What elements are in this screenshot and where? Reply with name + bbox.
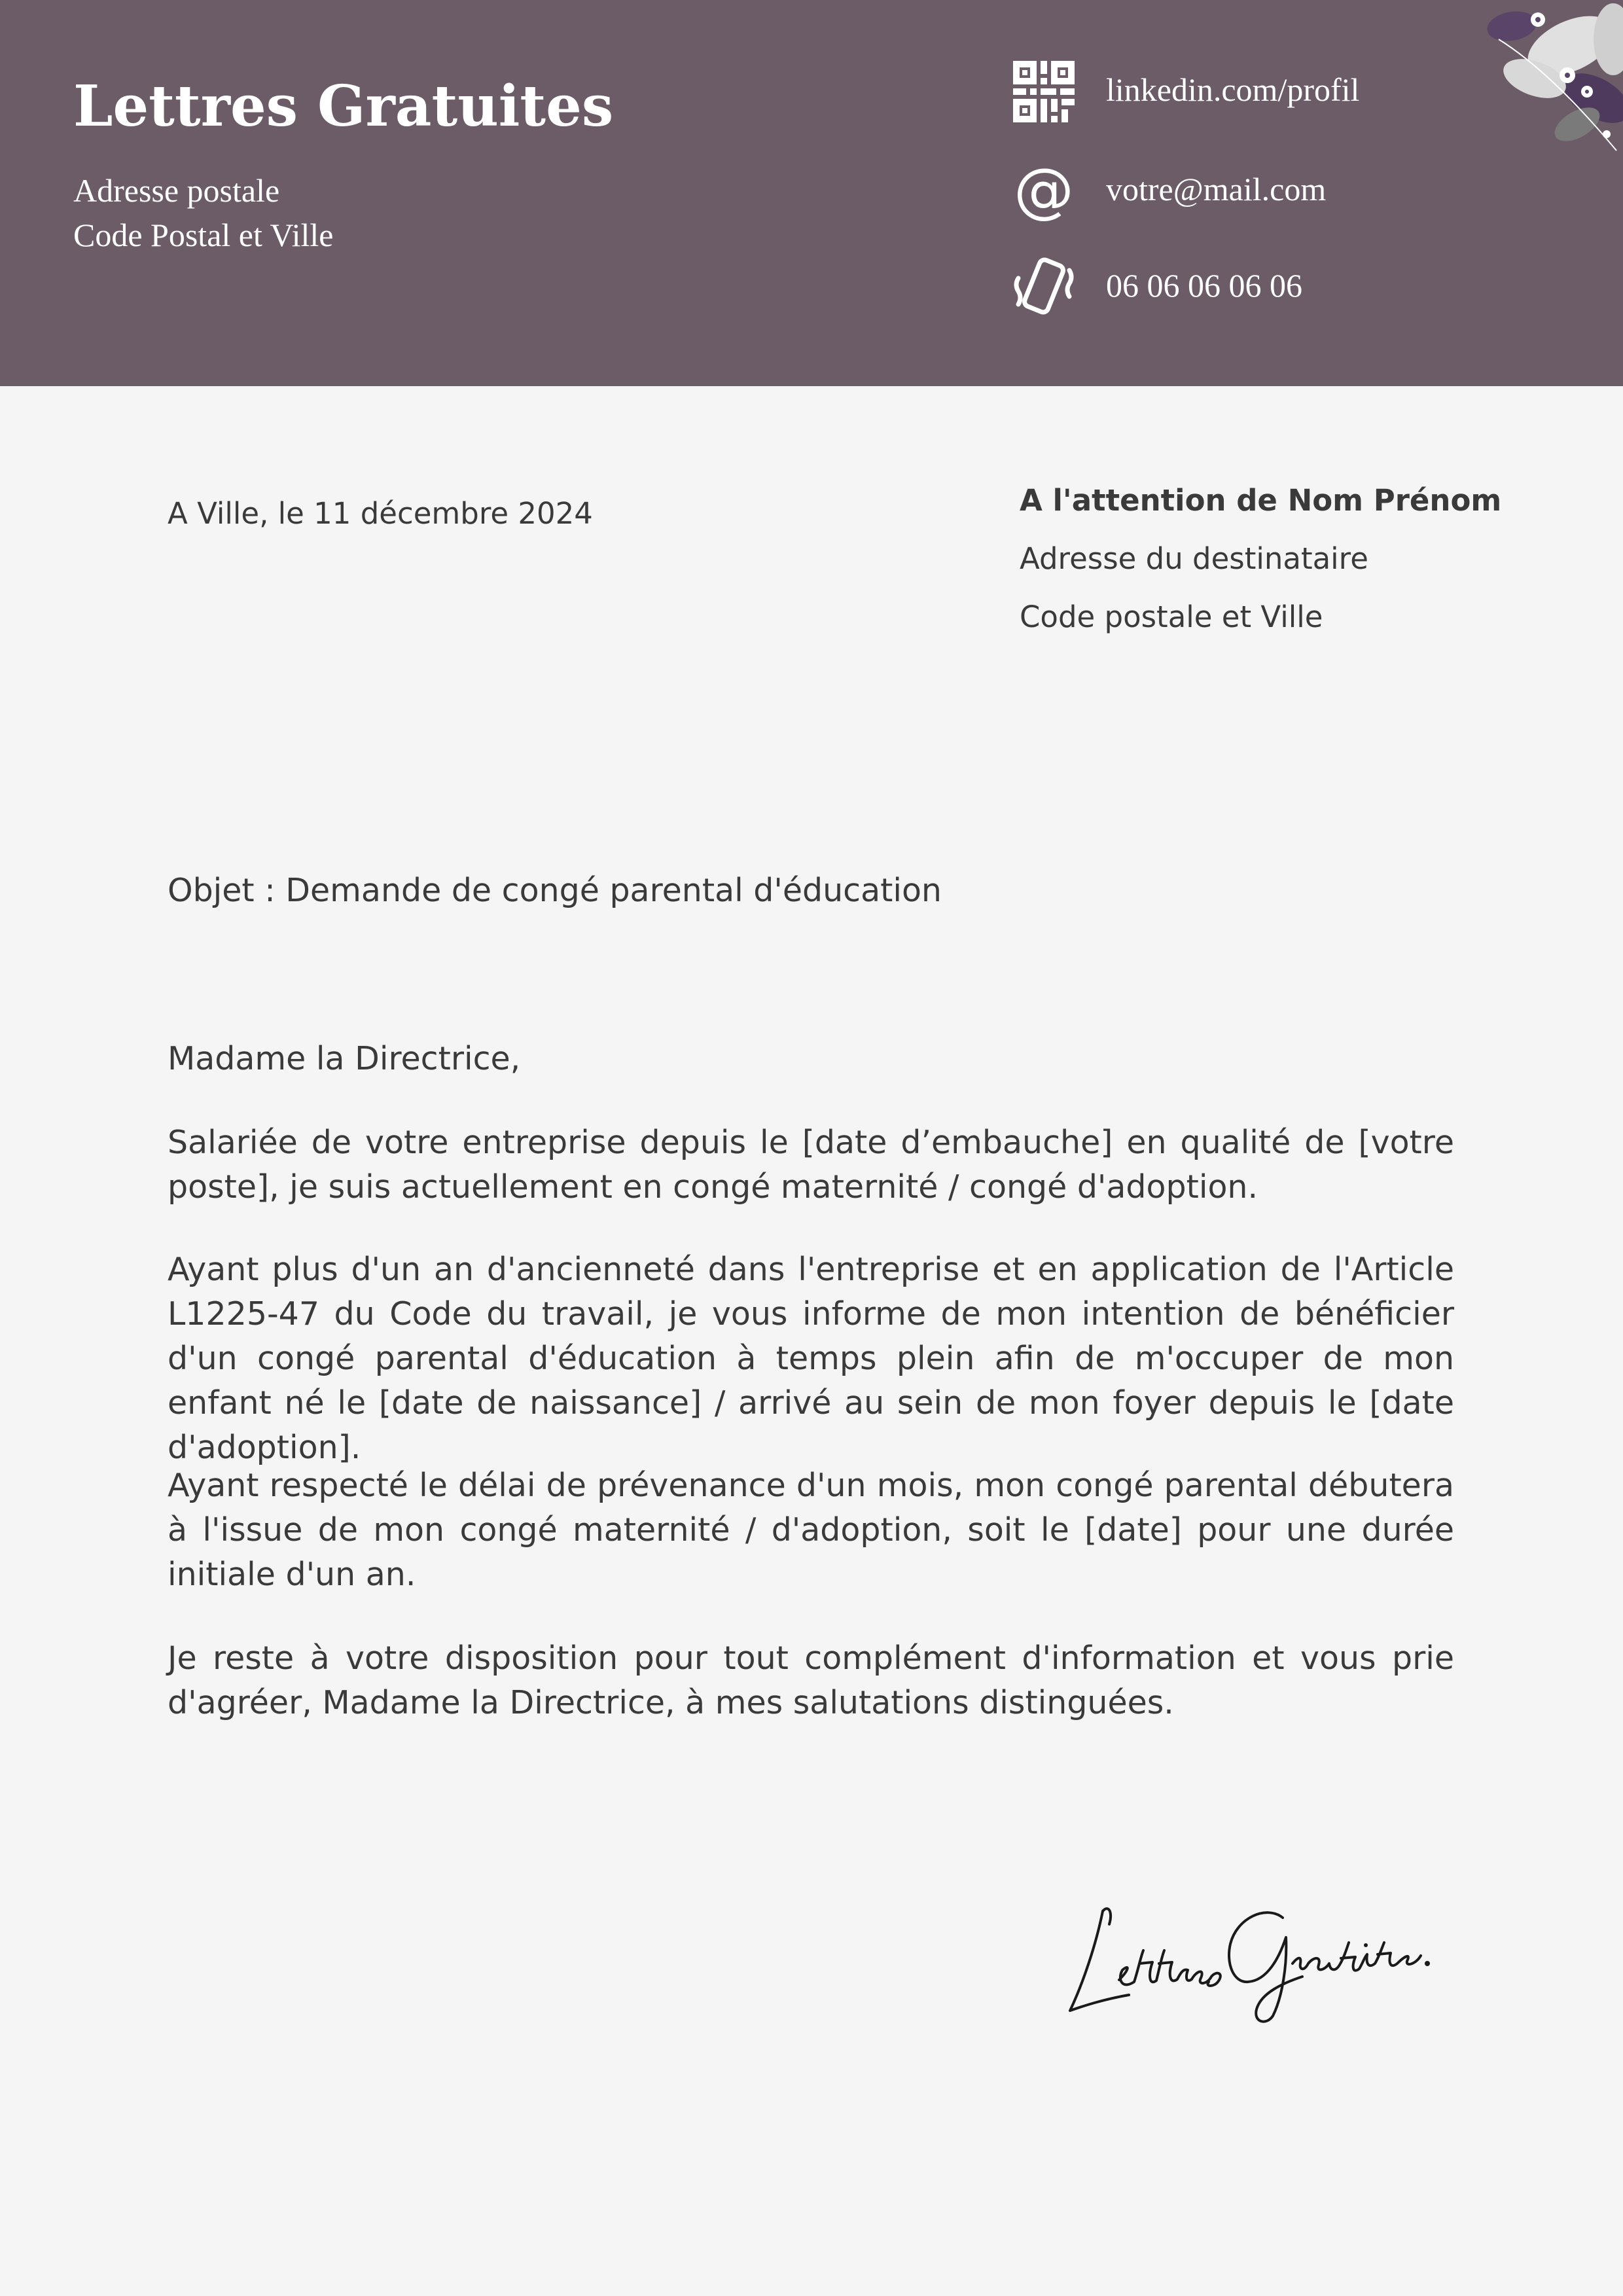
sender-name: Lettres Gratuites xyxy=(73,73,614,139)
letter-paragraph: Je reste à votre disposition pour tout complément d'information et vous prie d'agréer, Madame la Directrice, à mes salutations distinguées. xyxy=(168,1640,1454,1721)
letter-subject: Objet : Demande de congé parental d'éducation xyxy=(168,872,942,909)
qr-code-icon xyxy=(1008,56,1080,128)
letter-greeting: Madame la Directrice, xyxy=(168,1040,521,1077)
letter-paragraph: Ayant plus d'un an d'ancienneté dans l'entreprise et en application de l'Article L1225-47 du Code du travail, je vous informe de mon intention de bénéficier d'un congé parental d'éducation à temps plein afin de m'occuper de mon enfant né le [date de naissance] / arrivé au sein de mon foyer depuis le [date d'adoption]. xyxy=(168,1251,1454,1466)
handwritten-signature xyxy=(1057,1865,1436,2029)
letter-paragraph: Ayant respecté le délai de prévenance d'un mois, mon congé parental débutera à l'issue de mon congé maternité / d'adoption, soit le [date] pour une durée initiale d'un an. xyxy=(168,1467,1454,1593)
letter-date: A Ville, le 11 décembre 2024 xyxy=(168,496,593,531)
recipient-address: Adresse du destinataire xyxy=(1020,541,1368,576)
letter-header xyxy=(0,0,1623,386)
phone-icon xyxy=(1008,252,1080,324)
floral-decoration xyxy=(1472,0,1623,157)
recipient-name: A l'attention de Nom Prénom xyxy=(1020,483,1502,518)
linkedin-text: linkedin.com/profil xyxy=(1106,71,1360,108)
recipient-block xyxy=(1020,478,1501,653)
svg-text:@: @ xyxy=(1014,156,1074,225)
at-sign-icon xyxy=(1008,156,1080,228)
phone-text: 06 06 06 06 06 xyxy=(1106,267,1302,304)
email-text: votre@mail.com xyxy=(1106,171,1327,207)
sender-address-line2: Code Postal et Ville xyxy=(73,217,334,253)
letter-paragraph: Salariée de votre entreprise depuis le [date d’embauche] en qualité de [votre poste], je suis actuellement en congé maternité / congé d'adoption. xyxy=(168,1124,1454,1206)
recipient-city: Code postale et Ville xyxy=(1020,600,1323,634)
sender-address-line1: Adresse postale xyxy=(73,172,280,209)
